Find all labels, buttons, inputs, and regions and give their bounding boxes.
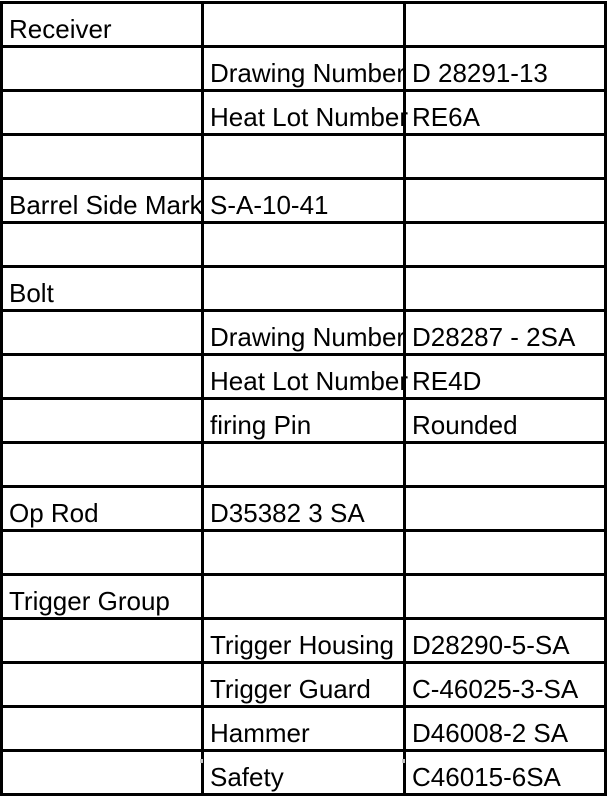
- table-row: [2, 751, 606, 795]
- parts-table: [0, 1, 607, 796]
- cell: [203, 223, 405, 267]
- cell: [405, 531, 606, 575]
- cell: [405, 179, 606, 223]
- cell: [203, 575, 405, 619]
- table-row: [2, 487, 606, 531]
- cell: [405, 267, 606, 311]
- cell: [2, 135, 203, 179]
- cell-label: Heat Lot Number: [203, 91, 405, 135]
- cell: [2, 663, 203, 707]
- cell-value: D 28291-13: [405, 47, 606, 91]
- cell: [2, 399, 203, 443]
- table-row: [2, 311, 606, 355]
- cell-label: Hammer: [203, 707, 405, 751]
- cell-value: D46008-2 SA: [405, 707, 606, 751]
- cell: [2, 619, 203, 663]
- grid-stub: [200, 759, 203, 763]
- cell-value: C-46025-3-SA: [405, 663, 606, 707]
- cell-value: RE6A: [405, 91, 606, 135]
- cell: [2, 355, 203, 399]
- cell-label: Safety: [203, 751, 405, 795]
- cell: [2, 223, 203, 267]
- table-row: [2, 443, 606, 487]
- grid-stub: [402, 759, 405, 763]
- table-row: [2, 663, 606, 707]
- cell-value: RE4D: [405, 355, 606, 399]
- cell-value: S-A-10-41: [203, 179, 405, 223]
- cell: [405, 443, 606, 487]
- cell: [405, 487, 606, 531]
- table-row: [2, 135, 606, 179]
- table-row: [2, 47, 606, 91]
- cell-section-barrel: Barrel Side Mark: [2, 179, 203, 223]
- cell: [2, 531, 203, 575]
- cell-label: firing Pin: [203, 399, 405, 443]
- cell-value: D35382 3 SA: [203, 487, 405, 531]
- cell: [2, 443, 203, 487]
- cell-value: C46015-6SA: [405, 751, 606, 795]
- cell: [405, 135, 606, 179]
- cell: [2, 91, 203, 135]
- cell-section-trigger-group: Trigger Group: [2, 575, 203, 619]
- cell: [405, 223, 606, 267]
- cell: [2, 751, 203, 795]
- cell: [203, 443, 405, 487]
- cell-section-op-rod: Op Rod: [2, 487, 203, 531]
- table-row: [2, 267, 606, 311]
- table-row: [2, 575, 606, 619]
- table-row: [2, 179, 606, 223]
- cell-label: Drawing Number: [203, 311, 405, 355]
- table-row: [2, 531, 606, 575]
- cell: [203, 267, 405, 311]
- table-row: [2, 91, 606, 135]
- table-row: [2, 399, 606, 443]
- cell-value: Rounded: [405, 399, 606, 443]
- cell: [2, 311, 203, 355]
- cell-label: Heat Lot Number: [203, 355, 405, 399]
- cell-value: D28290-5-SA: [405, 619, 606, 663]
- cell-section-bolt: Bolt: [2, 267, 203, 311]
- cell-value: D28287 - 2SA: [405, 311, 606, 355]
- cell-label: Drawing Number: [203, 47, 405, 91]
- cell: [203, 135, 405, 179]
- table-row: [2, 223, 606, 267]
- table-row: [2, 3, 606, 47]
- cell: [405, 575, 606, 619]
- cell: [405, 3, 606, 47]
- parts-table-sheet: [0, 1, 604, 792]
- table-row: [2, 355, 606, 399]
- cell-label: Trigger Guard: [203, 663, 405, 707]
- cell-label: Trigger Housing: [203, 619, 405, 663]
- table-row: [2, 707, 606, 751]
- cell: [2, 707, 203, 751]
- table-row: [2, 619, 606, 663]
- cell: [2, 47, 203, 91]
- cell: [203, 531, 405, 575]
- cell-section-receiver: Receiver: [2, 3, 203, 47]
- cell: [203, 3, 405, 47]
